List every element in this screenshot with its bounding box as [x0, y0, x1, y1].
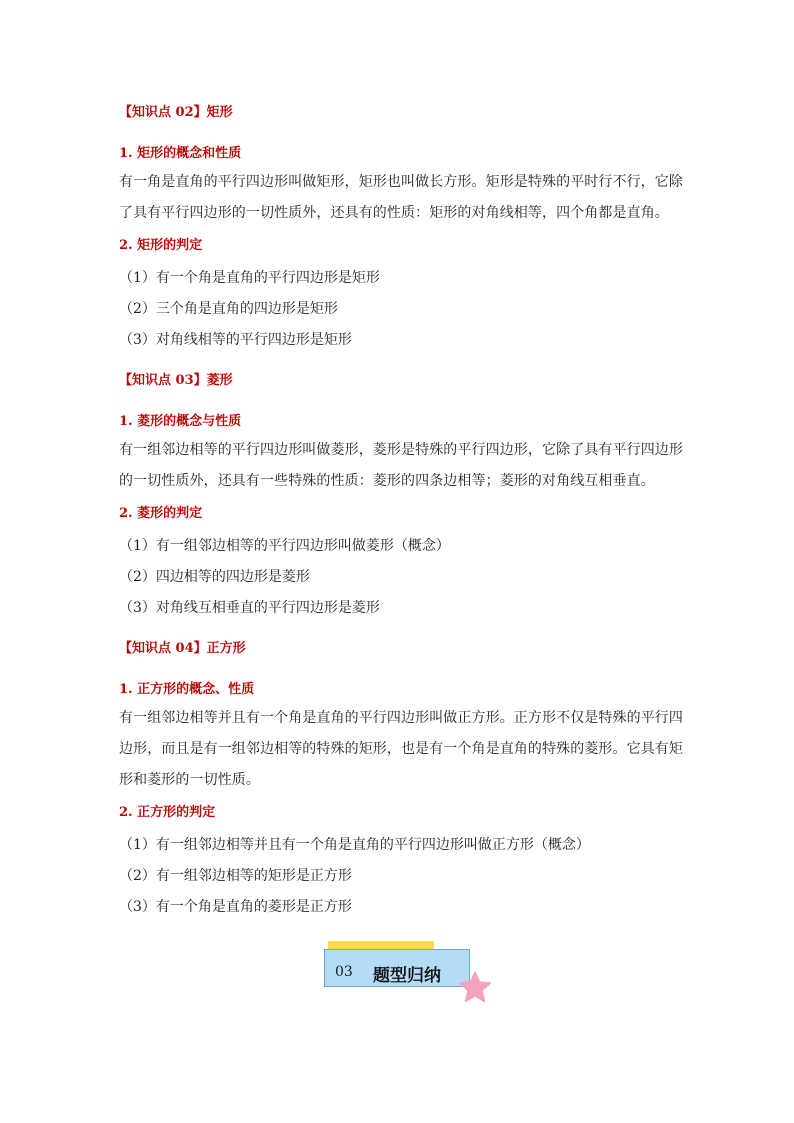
subsection-heading: 2. 矩形的判定 — [119, 238, 203, 253]
list-item: （1）有一组邻边相等并且有一个角是直角的平行四边形叫做正方形（概念） — [119, 837, 590, 853]
subsection-heading: 1. 正方形的概念、性质 — [119, 682, 255, 697]
list-item: （2）四边相等的四边形是菱形 — [119, 569, 310, 585]
section-title: 【知识点 03】菱形 — [119, 373, 233, 388]
list-item: （2）有一组邻边相等的矩形是正方形 — [119, 868, 352, 884]
paragraph-line: 边形，而且是有一组邻边相等的特殊的矩形，也是有一个角是直角的特殊的菱形。它具有矩 — [119, 741, 683, 757]
banner-title: 题型归纳 — [373, 966, 441, 986]
section-rhombus — [119, 366, 684, 624]
section-rectangle — [119, 98, 684, 356]
subsection-heading: 1. 菱形的概念与性质 — [119, 414, 242, 429]
section-title: 【知识点 04】正方形 — [119, 641, 246, 656]
banner-number: 03 — [335, 964, 353, 980]
subsection-heading: 1. 矩形的概念和性质 — [119, 146, 242, 161]
section-square — [119, 634, 684, 923]
list-item: （3）对角线互相垂直的平行四边形是菱形 — [119, 600, 380, 616]
star-icon — [458, 971, 492, 1003]
paragraph-line: 有一组邻边相等的平行四边形叫做菱形，菱形是特殊的平行四边形，它除了具有平行四边形 — [119, 442, 683, 458]
paragraph-line: 有一组邻边相等并且有一个角是直角的平行四边形叫做正方形。正方形不仅是特殊的平行四 — [119, 710, 683, 726]
list-item: （3）有一个角是直角的菱形是正方形 — [119, 899, 352, 915]
subsection-heading: 2. 菱形的判定 — [119, 506, 203, 521]
content-body — [119, 98, 684, 923]
list-item: （1）有一组邻边相等的平行四边形叫做菱形（概念） — [119, 538, 450, 554]
paragraph-line: 了具有平行四边形的一切性质外，还具有的性质：矩形的对角线相等，四个角都是直角。 — [119, 205, 669, 221]
paragraph-line: 形和菱形的一切性质。 — [119, 772, 260, 788]
section-title: 【知识点 02】矩形 — [119, 105, 233, 120]
paragraph-line: 的一切性质外，还具有一些特殊的性质：菱形的四条边相等；菱形的对角线互相垂直。 — [119, 473, 655, 489]
list-item: （2）三个角是直角的四边形是矩形 — [119, 301, 338, 317]
list-item: （1）有一个角是直角的平行四边形是矩形 — [119, 270, 380, 286]
subsection-heading: 2. 正方形的判定 — [119, 805, 216, 820]
section-banner — [300, 938, 500, 998]
paragraph-line: 有一角是直角的平行四边形叫做矩形，矩形也叫做长方形。矩形是特殊的平时行不行，它除 — [119, 174, 683, 190]
list-item: （3）对角线相等的平行四边形是矩形 — [119, 332, 352, 348]
